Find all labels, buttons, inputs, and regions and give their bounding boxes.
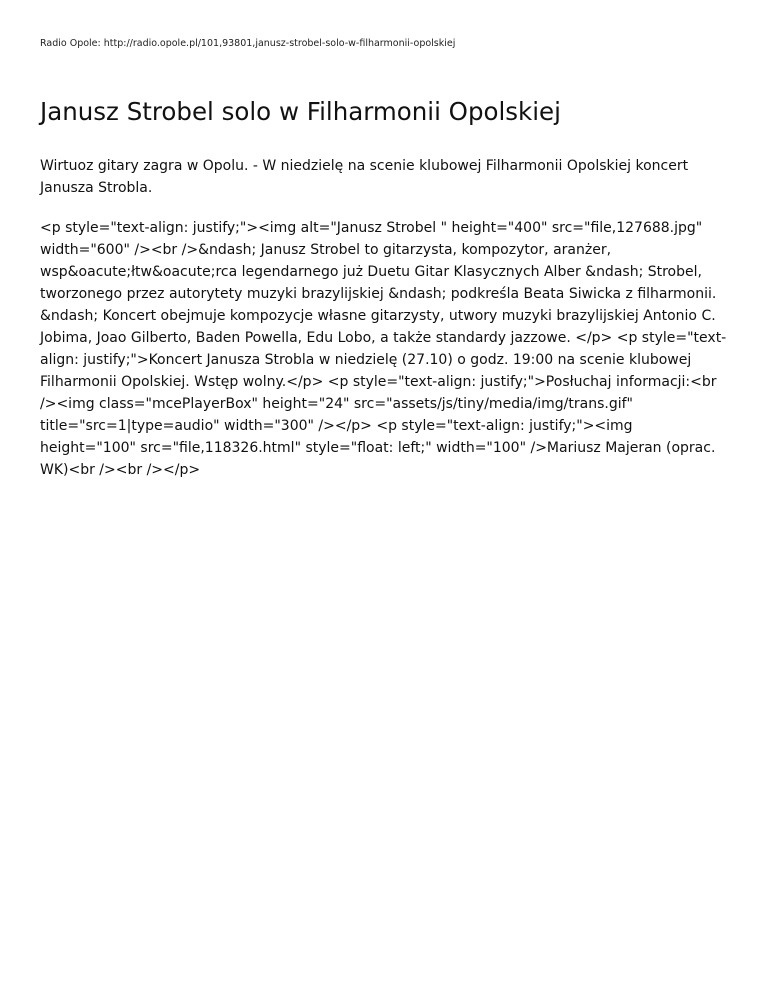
article-lead: Wirtuoz gitary zagra w Opolu. - W niedzielę na scenie klubowej Filharmonii Opolskiej koncert Janusza Strobla. <box>40 158 689 196</box>
source-url-line: Radio Opole: http://radio.opole.pl/101,93801,janusz-strobel-solo-w-filharmonii-opolskiej <box>40 38 456 49</box>
article-body-raw-markup: <p style="text-align: justify;"><img alt="Janusz Strobel " height="400" src="file,127688.jpg" width="600" /><br />&ndash; Janusz Strobel to gitarzysta, kompozytor, aranżer, wsp&oacute;łtw&oacute;rca legendarnego już Duetu Gitar Klasycznych Alber &ndash; Strobel, tworzonego przez autorytety muzyki brazylijskiej &ndash; podkreśla Beata Siwicka z filharmonii. &ndash; Koncert obejmuje kompozycje własne gitarzysty, utwory muzyki brazylijskiej Antonio C. Jobima, Joao Gilberto, Baden Powella, Edu Lobo, a także standardy jazzowe. </p> <p style="text-align: justify;">Koncert Janusza Strobla w niedzielę (27.10) o godz. 19:00 na scenie klubowej Filharmonii Opolskiej. Wstęp wolny.</p> <p style="text-align: justify;">Posłuchaj informacji:<br /><img class="mcePlayerBox" height="24" src="assets/js/tiny/media/img/trans.gif" title="src=1|type=audio" width="300" /></p> <p style="text-align: justify;"><img height="100" src="file,118326.html" style="float: left;" width="100" />Mariusz Majeran (oprac. WK)<br /><br /></p> <box>40 220 727 478</box>
article-title: Janusz Strobel solo w Filharmonii Opolskiej <box>40 97 561 126</box>
article-page <box>40 0 730 481</box>
